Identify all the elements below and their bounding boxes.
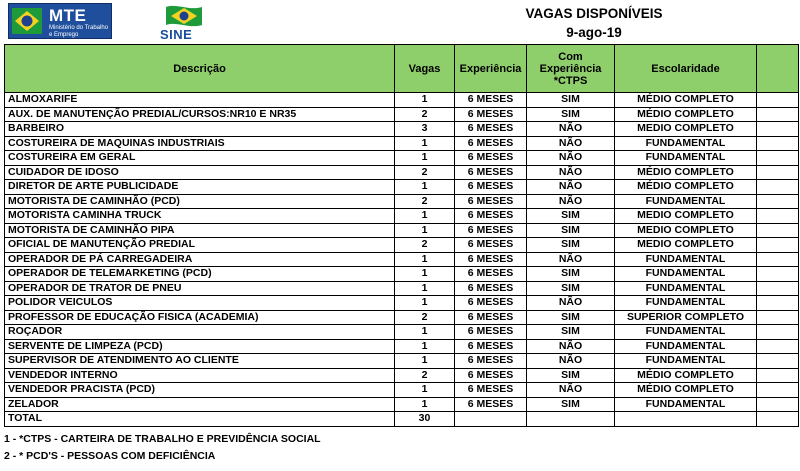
cell-col-escolaridade[interactable]: FUNDAMENTAL xyxy=(615,194,757,209)
cell-col-com-experiencia[interactable]: NÃO xyxy=(527,296,615,311)
total-empty-cell[interactable] xyxy=(455,412,527,427)
table-row xyxy=(5,281,799,296)
cell-col-experiencia[interactable]: 6 MESES xyxy=(455,180,527,195)
cell-col-com-experiencia[interactable]: NÃO xyxy=(527,383,615,398)
header-col-descricao[interactable]: Descrição xyxy=(5,45,395,93)
cell-col-descricao[interactable]: MOTORISTA CAMINHA TRUCK xyxy=(5,209,395,224)
cell-col-com-experiencia[interactable]: NÃO xyxy=(527,180,615,195)
cell-col-com-experiencia[interactable]: SIM xyxy=(527,238,615,253)
table-row xyxy=(5,397,799,412)
table-row xyxy=(5,151,799,166)
cell-col-vagas[interactable]: 1 xyxy=(395,267,455,282)
cell-col-com-experiencia[interactable]: SIM xyxy=(527,368,615,383)
cell-col-com-experiencia[interactable]: SIM xyxy=(527,107,615,122)
cell-col-extra[interactable] xyxy=(757,354,799,369)
cell-col-experiencia[interactable]: 6 MESES xyxy=(455,383,527,398)
cell-col-descricao[interactable]: SUPERVISOR DE ATENDIMENTO AO CLIENTE xyxy=(5,354,395,369)
mte-logo-text: MTE xyxy=(49,6,87,25)
cell-col-extra[interactable] xyxy=(757,252,799,267)
cell-col-escolaridade[interactable]: FUNDAMENTAL xyxy=(615,281,757,296)
cell-col-extra[interactable] xyxy=(757,151,799,166)
cell-col-escolaridade[interactable]: MEDIO COMPLETO xyxy=(615,223,757,238)
cell-col-vagas[interactable]: 1 xyxy=(395,180,455,195)
cell-col-vagas[interactable]: 1 xyxy=(395,397,455,412)
cell-col-vagas[interactable]: 2 xyxy=(395,165,455,180)
table-row xyxy=(5,122,799,137)
cell-col-experiencia[interactable]: 6 MESES xyxy=(455,397,527,412)
cell-col-extra[interactable] xyxy=(757,325,799,340)
cell-col-experiencia[interactable]: 6 MESES xyxy=(455,93,527,108)
cell-col-com-experiencia[interactable]: NÃO xyxy=(527,136,615,151)
cell-col-vagas[interactable]: 1 xyxy=(395,354,455,369)
cell-col-descricao[interactable]: SERVENTE DE LIMPEZA (PCD) xyxy=(5,339,395,354)
cell-col-vagas[interactable]: 2 xyxy=(395,368,455,383)
cell-col-experiencia[interactable]: 6 MESES xyxy=(455,122,527,137)
cell-col-experiencia[interactable]: 6 MESES xyxy=(455,238,527,253)
cell-col-descricao[interactable]: POLIDOR VEICULOS xyxy=(5,296,395,311)
table-body xyxy=(5,93,799,427)
cell-col-descricao[interactable]: PROFESSOR DE EDUCAÇÃO FISICA (ACADEMIA) xyxy=(5,310,395,325)
cell-col-vagas[interactable]: 2 xyxy=(395,310,455,325)
cell-col-com-experiencia[interactable]: SIM xyxy=(527,310,615,325)
cell-col-com-experiencia[interactable]: NÃO xyxy=(527,122,615,137)
cell-col-vagas[interactable]: 1 xyxy=(395,339,455,354)
table-row xyxy=(5,223,799,238)
cell-col-vagas[interactable]: 2 xyxy=(395,107,455,122)
brazil-flag-icon xyxy=(12,8,42,34)
table-row xyxy=(5,165,799,180)
cell-col-escolaridade[interactable]: MÉDIO COMPLETO xyxy=(615,165,757,180)
cell-col-com-experiencia[interactable]: NÃO xyxy=(527,339,615,354)
page-title: VAGAS DISPONÍVEIS xyxy=(525,6,663,21)
cell-col-descricao[interactable]: DIRETOR DE ARTE PUBLICIDADE xyxy=(5,180,395,195)
cell-col-escolaridade[interactable]: FUNDAMENTAL xyxy=(615,252,757,267)
cell-col-extra[interactable] xyxy=(757,267,799,282)
table-row xyxy=(5,354,799,369)
cell-col-escolaridade[interactable]: FUNDAMENTAL xyxy=(615,296,757,311)
cell-col-vagas[interactable]: 1 xyxy=(395,136,455,151)
cell-col-experiencia[interactable]: 6 MESES xyxy=(455,223,527,238)
cell-col-vagas[interactable]: 1 xyxy=(395,325,455,340)
cell-col-experiencia[interactable]: 6 MESES xyxy=(455,194,527,209)
cell-col-escolaridade[interactable]: MÉDIO COMPLETO xyxy=(615,368,757,383)
cell-col-experiencia[interactable]: 6 MESES xyxy=(455,354,527,369)
sine-flag-icon xyxy=(164,3,204,29)
cell-col-experiencia[interactable]: 6 MESES xyxy=(455,281,527,296)
cell-col-escolaridade[interactable]: FUNDAMENTAL xyxy=(615,151,757,166)
cell-col-extra[interactable] xyxy=(757,296,799,311)
cell-col-extra[interactable] xyxy=(757,107,799,122)
cell-col-descricao[interactable]: OPERADOR DE TELEMARKETING (PCD) xyxy=(5,267,395,282)
cell-col-experiencia[interactable]: 6 MESES xyxy=(455,267,527,282)
cell-col-descricao[interactable]: BARBEIRO xyxy=(5,122,395,137)
cell-col-escolaridade[interactable]: FUNDAMENTAL xyxy=(615,136,757,151)
cell-col-escolaridade[interactable]: FUNDAMENTAL xyxy=(615,339,757,354)
footnote-pcd: 2 - * PCD'S - PESSOAS COM DEFICIÊNCIA xyxy=(4,450,216,462)
table-row xyxy=(5,383,799,398)
cell-col-escolaridade[interactable]: FUNDAMENTAL xyxy=(615,397,757,412)
cell-col-extra[interactable] xyxy=(757,93,799,108)
cell-col-escolaridade[interactable]: MÉDIO COMPLETO xyxy=(615,93,757,108)
cell-col-experiencia[interactable]: 6 MESES xyxy=(455,325,527,340)
table-row xyxy=(5,368,799,383)
cell-col-experiencia[interactable]: 6 MESES xyxy=(455,151,527,166)
cell-col-vagas[interactable]: 1 xyxy=(395,281,455,296)
cell-col-descricao[interactable]: MOTORISTA DE CAMINHÃO PIPA xyxy=(5,223,395,238)
cell-col-vagas[interactable]: 1 xyxy=(395,252,455,267)
cell-col-descricao[interactable]: MOTORISTA DE CAMINHÃO (PCD) xyxy=(5,194,395,209)
header-col-experiencia[interactable]: Experiência xyxy=(455,45,527,93)
cell-col-com-experiencia[interactable]: SIM xyxy=(527,281,615,296)
cell-col-descricao[interactable]: VENDEDOR PRACISTA (PCD) xyxy=(5,383,395,398)
page-date: 9-ago-19 xyxy=(566,25,622,40)
table-row xyxy=(5,180,799,195)
cell-col-escolaridade[interactable]: FUNDAMENTAL xyxy=(615,325,757,340)
table-row xyxy=(5,267,799,282)
cell-col-vagas[interactable]: 2 xyxy=(395,238,455,253)
cell-col-descricao[interactable]: AUX. DE MANUTENÇÃO PREDIAL/CURSOS:NR10 E NR35 xyxy=(5,107,395,122)
cell-col-vagas[interactable]: 1 xyxy=(395,223,455,238)
cell-col-com-experiencia[interactable]: SIM xyxy=(527,397,615,412)
cell-col-extra[interactable] xyxy=(757,180,799,195)
cell-col-extra[interactable] xyxy=(757,397,799,412)
cell-col-escolaridade[interactable]: MEDIO COMPLETO xyxy=(615,209,757,224)
cell-col-experiencia[interactable]: 6 MESES xyxy=(455,296,527,311)
cell-col-extra[interactable] xyxy=(757,310,799,325)
cell-col-experiencia[interactable]: 6 MESES xyxy=(455,339,527,354)
cell-col-com-experiencia[interactable]: NÃO xyxy=(527,151,615,166)
cell-col-extra[interactable] xyxy=(757,281,799,296)
cell-col-descricao[interactable]: ROÇADOR xyxy=(5,325,395,340)
cell-col-extra[interactable] xyxy=(757,136,799,151)
cell-col-descricao[interactable]: OFICIAL DE MANUTENÇÃO PREDIAL xyxy=(5,238,395,253)
cell-col-experiencia[interactable]: 6 MESES xyxy=(455,310,527,325)
table-row xyxy=(5,93,799,108)
cell-col-extra[interactable] xyxy=(757,122,799,137)
header-col-com-experiencia[interactable]: Com Experiência *CTPS xyxy=(527,45,615,93)
header-col-escolaridade[interactable]: Escolaridade xyxy=(615,45,757,93)
cell-col-descricao[interactable]: COSTUREIRA DE MAQUINAS INDUSTRIAIS xyxy=(5,136,395,151)
cell-col-com-experiencia[interactable]: NÃO xyxy=(527,354,615,369)
cell-col-descricao[interactable]: CUIDADOR DE IDOSO xyxy=(5,165,395,180)
mte-logo xyxy=(8,3,112,39)
cell-col-vagas[interactable]: 1 xyxy=(395,296,455,311)
cell-col-vagas[interactable]: 2 xyxy=(395,194,455,209)
total-value[interactable]: 30 xyxy=(395,412,455,427)
cell-col-experiencia[interactable]: 6 MESES xyxy=(455,209,527,224)
vacancies-table xyxy=(4,44,799,427)
cell-col-extra[interactable] xyxy=(757,223,799,238)
table-row xyxy=(5,339,799,354)
cell-col-extra[interactable] xyxy=(757,194,799,209)
sine-logo xyxy=(154,3,214,43)
table-header-row xyxy=(5,45,799,93)
cell-col-escolaridade[interactable]: MÉDIO COMPLETO xyxy=(615,180,757,195)
cell-col-experiencia[interactable]: 6 MESES xyxy=(455,107,527,122)
total-label[interactable]: TOTAL xyxy=(5,412,395,427)
header-col-extra[interactable] xyxy=(757,45,799,93)
cell-col-escolaridade[interactable]: FUNDAMENTAL xyxy=(615,354,757,369)
cell-col-com-experiencia[interactable]: SIM xyxy=(527,325,615,340)
header-title-block xyxy=(394,0,794,44)
cell-col-com-experiencia[interactable]: SIM xyxy=(527,93,615,108)
cell-col-descricao[interactable]: ZELADOR xyxy=(5,397,395,412)
cell-col-experiencia[interactable]: 6 MESES xyxy=(455,136,527,151)
cell-col-escolaridade[interactable]: FUNDAMENTAL xyxy=(615,267,757,282)
cell-col-experiencia[interactable]: 6 MESES xyxy=(455,368,527,383)
table-row xyxy=(5,194,799,209)
cell-col-experiencia[interactable]: 6 MESES xyxy=(455,252,527,267)
table-row xyxy=(5,136,799,151)
cell-col-extra[interactable] xyxy=(757,383,799,398)
cell-col-escolaridade[interactable]: MÉDIO COMPLETO xyxy=(615,107,757,122)
table-row xyxy=(5,296,799,311)
table-row xyxy=(5,310,799,325)
cell-col-extra[interactable] xyxy=(757,339,799,354)
cell-col-vagas[interactable]: 1 xyxy=(395,151,455,166)
cell-col-com-experiencia[interactable]: SIM xyxy=(527,223,615,238)
cell-col-escolaridade[interactable]: MEDIO COMPLETO xyxy=(615,238,757,253)
cell-col-descricao[interactable]: COSTUREIRA EM GERAL xyxy=(5,151,395,166)
total-row xyxy=(5,412,799,427)
cell-col-escolaridade[interactable]: MEDIO COMPLETO xyxy=(615,122,757,137)
cell-col-com-experiencia[interactable]: NÃO xyxy=(527,252,615,267)
cell-col-vagas[interactable]: 1 xyxy=(395,383,455,398)
header-logos xyxy=(4,0,394,44)
table-row xyxy=(5,325,799,340)
cell-col-com-experiencia[interactable]: NÃO xyxy=(527,194,615,209)
total-empty-cell[interactable] xyxy=(615,412,757,427)
cell-col-escolaridade[interactable]: MÉDIO COMPLETO xyxy=(615,383,757,398)
cell-col-extra[interactable] xyxy=(757,368,799,383)
table-row xyxy=(5,107,799,122)
cell-col-com-experiencia[interactable]: SIM xyxy=(527,267,615,282)
header-col-vagas[interactable]: Vagas xyxy=(395,45,455,93)
sine-logo-text: SINE xyxy=(160,27,193,42)
table-row xyxy=(5,209,799,224)
cell-col-descricao[interactable]: ALMOXARIFE xyxy=(5,93,395,108)
mte-logo-subtitle: Ministério do Trabalho e Emprego xyxy=(49,25,109,38)
cell-col-experiencia[interactable]: 6 MESES xyxy=(455,165,527,180)
table-row xyxy=(5,252,799,267)
cell-col-extra[interactable] xyxy=(757,165,799,180)
cell-col-extra[interactable] xyxy=(757,238,799,253)
cell-col-escolaridade[interactable]: SUPERIOR COMPLETO xyxy=(615,310,757,325)
cell-col-extra[interactable] xyxy=(757,209,799,224)
cell-col-vagas[interactable]: 1 xyxy=(395,93,455,108)
cell-col-descricao[interactable]: OPERADOR DE TRATOR DE PNEU xyxy=(5,281,395,296)
cell-col-descricao[interactable]: OPERADOR DE PÁ CARREGADEIRA xyxy=(5,252,395,267)
cell-col-com-experiencia[interactable]: NÃO xyxy=(527,165,615,180)
cell-col-descricao[interactable]: VENDEDOR INTERNO xyxy=(5,368,395,383)
table-row xyxy=(5,238,799,253)
cell-col-com-experiencia[interactable]: SIM xyxy=(527,209,615,224)
total-empty-cell[interactable] xyxy=(527,412,615,427)
cell-col-vagas[interactable]: 3 xyxy=(395,122,455,137)
cell-col-vagas[interactable]: 1 xyxy=(395,209,455,224)
total-empty-cell[interactable] xyxy=(757,412,799,427)
footnote-ctps: 1 - *CTPS - CARTEIRA DE TRABALHO E PREVIDÊNCIA SOCIAL xyxy=(4,433,321,445)
